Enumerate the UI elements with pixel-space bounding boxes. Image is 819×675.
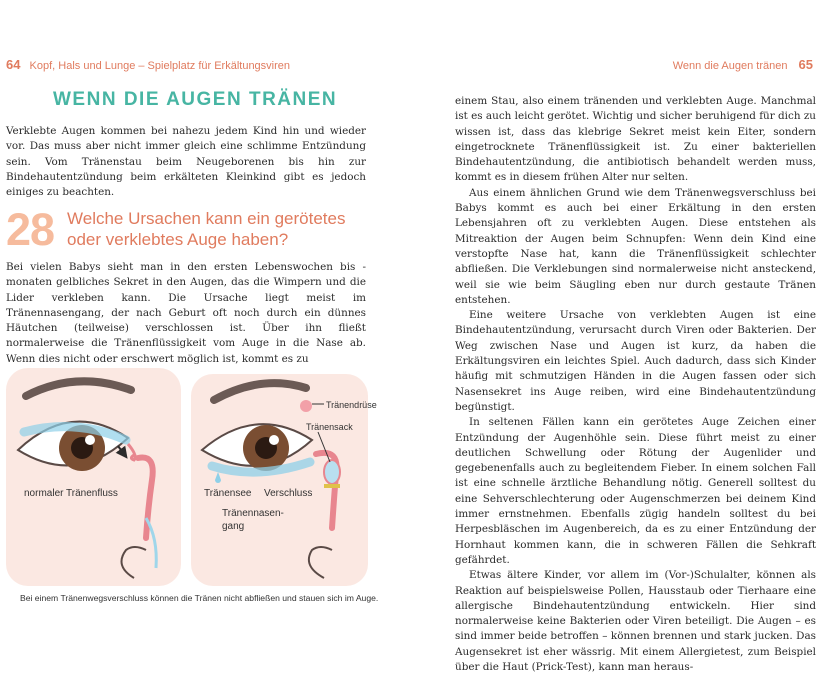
normal-eye-panel	[6, 368, 181, 586]
blocked-eye-panel	[191, 374, 377, 586]
right-paragraph-2: Aus einem ähnlichen Grund wie dem Tränenwegsverschluss bei Babys kommt es auch bei einer Erkältung in den ersten Lebensjahren oft zu verklebten Augen. Diese entstehen als Mitreaktion der Augen beim Schnupfen: Wenn dein Kind eine verstopfte Nase hat, kann die Tränenflüssigkeit schlechter abfließen. Die Verklebungen sind normalerweise nicht ansteckend, weil sie wie beim Säugling eben nur durch gestaute Tränen entstehen.	[455, 186, 816, 306]
label-normal-flow: normaler Tränenfluss	[24, 488, 118, 499]
left-body-paragraph	[6, 260, 366, 367]
label-duct-line2: gang	[222, 521, 245, 532]
left-body-text: Bei vielen Babys sieht man in den ersten Lebenswochen bis -monaten gelbliches Sekret in den Augen, das die Wimpern und die Lider verkleben kann. Die Ursache liegt meist im Tränennasengang, der nach Geburt oft noch durch ein dünnes Häutchen (teilweise) verschlossen ist. Über ihn fließt normalerweise die Tränenflüssigkeit vom Auge in die Nase ab. Wenn dies nicht oder erschwert möglich ist, kommt es zu	[6, 261, 366, 365]
question-number: 28	[6, 204, 55, 255]
right-running-title: Wenn die Augen tränen	[672, 60, 788, 72]
label-duct-line1: Tränennasen-	[222, 508, 284, 519]
right-paragraph-1: einem Stau, also einem tränenden und verklebten Auge. Manchmal ist es auch leicht gerötet. Wichtig und sicher beruhigend für dich zu wissen ist, dass das klebrige Sekret meist kein Eiter, sondern eingetrocknete Tränenflüssigkeit ist. Zu einer bakteriellen Bindehautentzündung, die antibiotisch behandelt werden muss, kommt es in diesem frühen Alter nur selten.	[455, 95, 816, 184]
left-page-header	[6, 57, 290, 72]
label-lacrimal-sac: Tränensack	[306, 422, 353, 432]
label-blockage: Verschluss	[264, 488, 313, 499]
lacrimal-sac	[324, 460, 340, 484]
question-block	[6, 206, 366, 256]
label-tear-lake: Tränensee	[204, 488, 252, 499]
right-paragraph-4: In seltenen Fällen kann ein gerötetes Auge Zeichen einer Entzündung der Augenhöhle sein. Diese führt meist zu einer deutlichen Schwellung oder Rötung der Augenlider und gegebenenfalls auch zu begleitendem Fieber. In einem solchen Fall ist eine schnelle ärztliche Behandlung nötig. Generell solltest du eine Sehverschlechterung oder Augenschmerzen bei deinem Kind immer ernstnehmen. Ebenfalls zügig handeln solltest du bei Herpesbläschen im Augenbereich, da es zu einer Entzündung der Hornhaut kommen kann, die in schweren Fällen die Sehkraft gefährdet.	[455, 416, 816, 566]
question-title: Welche Ursachen kann ein gerötetes oder verklebtes Auge haben?	[67, 209, 346, 249]
right-paragraph-5: Etwas ältere Kinder, vor allem im (Vor-)Schulalter, können als Reaktion auf beispielsweise Pollen, Hausstaub oder Tierhaare eine allergische Bindehautentzündung entwickeln. Hier sind normalerweise keine Bakterien oder Viren beteiligt. Die Augen – es sind immer beide betroffen – können brennen und stark jucken. Das Augensekret ist eher wässrig. Mit einem Allergietest, zum Beispiel über die Haut (Prick-Test), kann man heraus-	[455, 569, 816, 673]
illustration-caption: Bei einem Tränenwegsverschluss können die Tränen nicht abfließen und stauen sich im Auge.	[20, 593, 379, 603]
right-page-header	[673, 57, 813, 72]
label-lacrimal-gland: Tränendrüse	[326, 400, 377, 410]
right-paragraph-3: Eine weitere Ursache von verklebten Augen ist eine Bindehautentzündung, verursacht durch Viren oder Bakterien. Der Weg zwischen Nase und Augen ist kurz, da haben die Erkältungsviren ein leichtes Spiel. Auch dadurch, dass sich Kinder häufig mit schmutzigen Händen in die Augen fassen oder sich Nasensekret ins Auge reiben, wird eine Bindehautentzündung begünstigt.	[455, 309, 816, 413]
intro-paragraph	[6, 124, 366, 200]
intro-text: Verklebte Augen kommen bei nahezu jedem Kind hin und wieder vor. Das muss aber nicht immer gleich eine schlimme Entzündung sein. Vom Tränenstau beim Neugeborenen bis hin zur Bindehautentzündung beim erkälteten Kleinkind gibt es jedoch einiges zu beachten.	[6, 125, 366, 199]
right-eye-highlight	[269, 435, 279, 445]
eye-illustration	[6, 368, 377, 588]
left-eye-highlight	[85, 435, 95, 445]
right-body-column	[455, 94, 816, 675]
lacrimal-gland	[300, 400, 312, 412]
left-running-title: Kopf, Hals und Lunge – Spielplatz für Erkältungsviren	[29, 60, 291, 72]
right-page-number: 65	[798, 57, 813, 72]
section-title: WENN DIE AUGEN TRÄNEN	[53, 89, 338, 110]
left-page-number: 64	[6, 57, 21, 72]
eye-diagram	[6, 368, 377, 588]
